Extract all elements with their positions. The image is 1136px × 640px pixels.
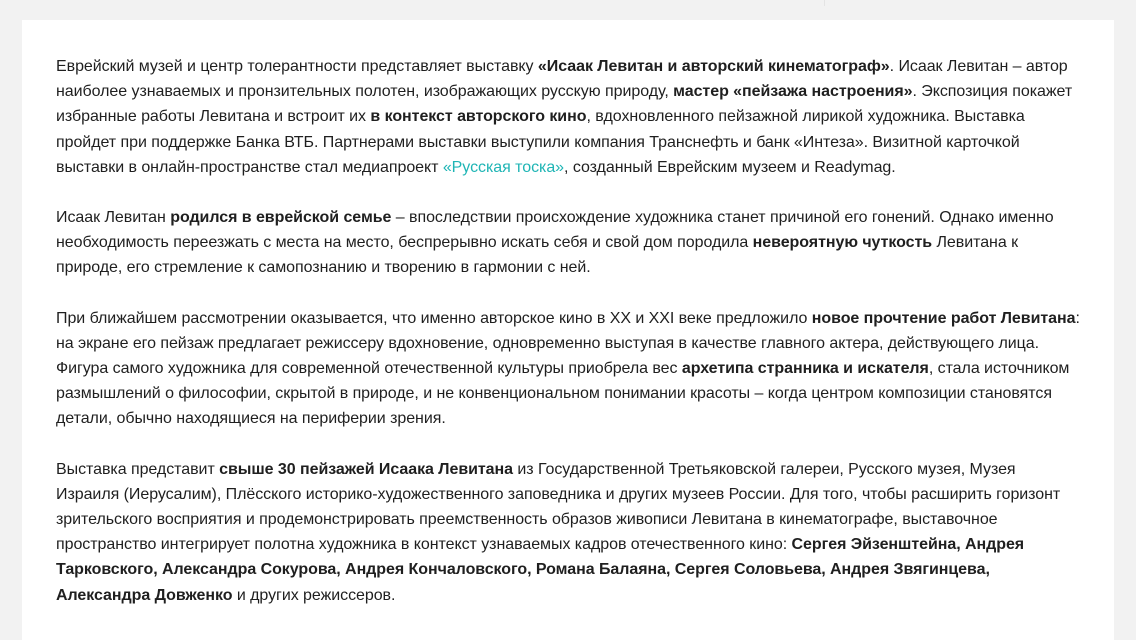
text-span: – впоследствии происхождение художника станет причиной его гонений. Однако именно необходимость переезжать с места на место, беспрерывно искать себя и свой дом породила — [56, 209, 1054, 252]
text-span: , созданный Еврейским музеем и Readymag. — [564, 158, 896, 176]
bold-new-reading: новое прочтение работ Левитана — [811, 309, 1076, 327]
text-span: , вдохновленного пейзажной лирикой художника. Выставка пройдет при поддержке Банка ВТБ. Партнерами выставки выступили компания Транснефть и банк «Интеза». Визитной карточкой выставки в онлайн-пространстве стал медиапроект — [56, 108, 1025, 176]
top-divider — [824, 0, 825, 6]
text-span: При ближайшем рассмотрении оказывается, что именно авторское кино в XX и XXI веке предложило — [56, 309, 812, 327]
article-card — [22, 20, 1114, 640]
bold-sensitivity: невероятную чуткость — [752, 234, 933, 252]
paragraph-biography — [56, 205, 1082, 281]
text-span: . Экспозиция покажет избранные работы Левитана и встроит их — [56, 83, 1073, 126]
paragraph-exhibition-intro — [56, 54, 1082, 180]
russian-melancholy-link[interactable]: «Русская тоска» — [442, 158, 565, 176]
text-span: Еврейский музей и центр толерантности представляет выставку — [56, 58, 538, 75]
bold-exhibition-title: «Исаак Левитан и авторский кинематограф» — [537, 58, 890, 75]
paragraph-exhibition-content — [56, 457, 1082, 608]
bold-jewish-family: родился в еврейской семье — [170, 209, 392, 227]
text-span: Исаак Левитан — [56, 209, 171, 227]
text-span: : на экране его пейзаж предлагает режиссеру вдохновение, одновременно выступая в качестве главного актера, действующего лица. Фигура самого художника для современной отечественной культуры приобрела вес — [56, 309, 1080, 378]
text-span: Выставка представит — [56, 460, 220, 478]
text-span: , стала источником размышлений о философии, скрытой в природе, и не конвенциональном понимании красоты – когда центром композиции становятся детали, обычно находящиеся на периферии зрения. — [56, 360, 1070, 428]
bold-auteur-context: в контекст авторского кино — [370, 108, 587, 126]
bold-landscape-count: свыше 30 пейзажей Исаака Левитана — [219, 460, 513, 478]
bold-mood-landscape: мастер «пейзажа настроения» — [673, 83, 913, 101]
text-span: . Исаак Левитан – автор наиболее узнаваемых и пронзительных полотен, изображающих русскую природу, — [56, 58, 1068, 101]
text-span: из Государственной Третьяковской галереи, Русского музея, Музея Израиля (Иерусалим), Плёсского историко-художественного заповедника и других музеев России. Для того, чтобы расширить горизонт зрительского восприятия и продемонстрировать преемственность образов живописи Левитана в кинематографе, выставочное пространство интегрирует полотна художника в контекст узнаваемых кадров отечественного кино: — [56, 460, 1061, 554]
top-strip — [0, 0, 1136, 6]
text-span: Левитана к природе, его стремление к самопознанию и творению в гармонии с ней. — [56, 234, 1019, 277]
text-span: и других режиссеров. — [232, 586, 396, 604]
paragraph-auteur-cinema — [56, 306, 1082, 432]
bold-archetype: архетипа странника и искателя — [681, 360, 929, 378]
bold-directors-list: Сергея Эйзенштейна, Андрея Тарковского, Александра Сокурова, Андрея Кончаловского, Романа Балаяна, Сергея Соловьева, Андрея Звягинцева, Александра Довженко — [56, 536, 1025, 604]
